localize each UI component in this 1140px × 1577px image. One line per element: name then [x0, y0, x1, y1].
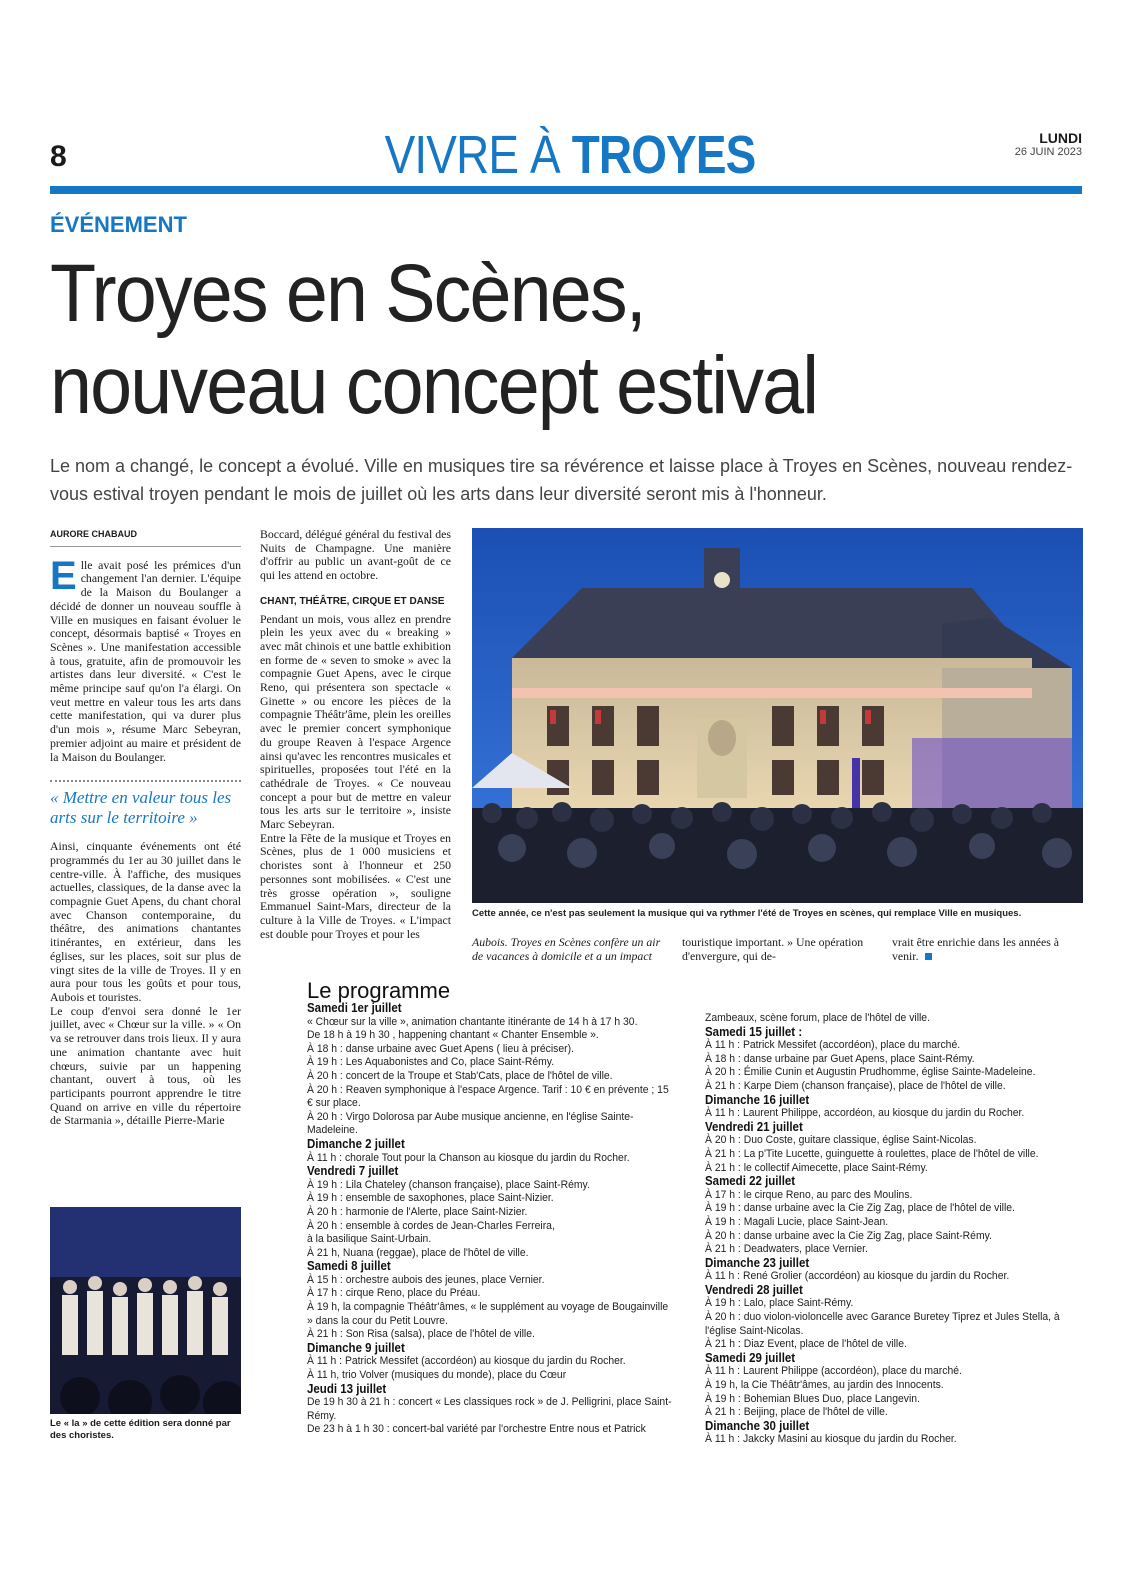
programme-entry: À 21 h : Son Risa (salsa), place de l'hôtel de ville. [307, 1328, 535, 1341]
paragraph-intro-text: lle avait posé les prémices d'un changement l'an dernier. L'équipe de la Maison du Boulanger a décidé de donner un nouveau souffle à Ville en musiques en faisant évoluer le concept, désormais baptisé « Troyes en Scènes ». Une manifestation accessible à tous, gratuite, afin de promouvoir les artistes dans leur diversité. « C'est le même principe sauf qu'on l'a élargi. On veut mettre en valeur tous les arts dans cette manifestation, qui va durer plus d'un mois », résume Marc Sebeyran, premier adjoint au maire et président de la Maison du Boulanger. [50, 557, 241, 764]
programme-title: Le programme [307, 978, 451, 1003]
programme-entry: À 20 h : danse urbaine avec la Cie Zig Zag, place Saint-Rémy. [705, 1229, 992, 1242]
article-headline [50, 248, 817, 432]
programme-entry: À 18 h : danse urbaine par Guet Apens, place Saint-Rémy. [705, 1052, 975, 1065]
programme-day: Samedi 15 juillet : [705, 1024, 803, 1039]
programme-entry: À 21 h : Deadwaters, place Vernier. [705, 1243, 868, 1256]
programme-entry: À 21 h, Nuana (reggae), place de l'hôtel de ville. [307, 1246, 529, 1259]
issue-date-text: 26 JUIN 2023 [1014, 146, 1082, 158]
issue-date [1015, 130, 1082, 158]
programme-entry: À 11 h : Laurent Philippe (accordéon), place du marché. [705, 1365, 962, 1378]
programme-entry: À 11 h : Jakcky Masini au kiosque du jardin du Rocher. [705, 1433, 957, 1446]
programme-day: Dimanche 23 juillet [705, 1255, 810, 1270]
header-rule [50, 186, 1082, 194]
city-hall-photo [472, 528, 1083, 903]
programme-entry: À 19 h : Lila Chateley (chanson française), place Saint-Rémy. [307, 1178, 590, 1191]
main-photo-caption: Cette année, ce n'est pas seulement la musique qui va rythmer l'été de Troyes en scènes, qui remplace Ville en musiques. [472, 908, 1022, 919]
programme-entry: À 11 h : Patrick Messifet (accordéon), place du marché. [705, 1039, 961, 1052]
pullquote: « Mettre en valeur tous les arts sur le territoire » [50, 788, 232, 828]
headline-line-2: nouveau concept estival [50, 340, 818, 431]
programme-entry: À 11 h, trio Volver (musiques du monde), place du Cœur [307, 1369, 567, 1382]
programme-entry: À 20 h : Émilie Cunin et Augustin Prudhomme, église Sainte-Madeleine. [705, 1066, 1036, 1079]
programme-entry: À 20 h : ensemble à cordes de Jean-Charles Ferreira, [307, 1219, 555, 1232]
programme-entry: À 19 h : Bohemian Blues Duo, place Langevin. [705, 1392, 920, 1405]
paragraph-program: Ainsi, cinquante événements ont été programmés du 1er au 30 juillet dans le centre-ville. À l'affiche, des musiques actuelles, classiques, de la danse avec la compagnie Guet Apens, du chant choral avec Chanson contemporaine, du théâtre, des animations chantantes itinérantes, en extérieur, dans les églises, sur les places, soit sur plus de vingt sites de la ville de Troyes. Il y en aura pour tous les goûts et pour tous, Aubois et touristes. [50, 839, 241, 1004]
programme-entry: À 21 h : le collectif Aimecette, place Saint-Rémy. [705, 1161, 928, 1174]
programme-entry: À 20 h : concert de la Troupe et Stab'Cats, place de l'hôtel de ville. [307, 1069, 613, 1082]
article-subhead: CHANT, THÉÂTRE, CIRQUE ET DANSE [260, 595, 445, 607]
programme-entry: À 19 h : Les Aquabonistes and Co, place Saint-Rémy. [307, 1056, 555, 1069]
programme-day: Dimanche 16 juillet [705, 1092, 810, 1107]
programme-entry: De 19 h 30 à 21 h : concert « Les classiques rock » de J. Pelligrini, place Saint-Rémy. [307, 1396, 672, 1422]
article-column-1 [50, 528, 241, 1128]
programme-day: Samedi 8 juillet [307, 1259, 391, 1274]
programme-day: Vendredi 28 juillet [705, 1282, 803, 1297]
programme-entry: À 15 h : orchestre aubois des jeunes, place Vernier. [307, 1273, 545, 1286]
programme-entry: À 21 h : La p'Tite Lucette, guinguette à roulettes, place de l'hôtel de ville. [705, 1147, 1039, 1160]
column-continuation-2: touristique important. » Une opération d'envergure, qui de- [682, 935, 864, 963]
choir-photo-caption: Le « la » de cette édition sera donné par des choristes. [50, 1418, 231, 1441]
section-title-light: VIVRE À [384, 125, 560, 185]
programme-entry: À 19 h : Lalo, place Saint-Rémy. [705, 1297, 854, 1310]
programme-entry: À 21 h : Diaz Event, place de l'hôtel de ville. [705, 1338, 907, 1351]
programme-day: Vendredi 7 juillet [307, 1164, 399, 1179]
programme-day: Samedi 29 juillet [705, 1350, 796, 1365]
headline-line-1: Troyes en Scènes, [50, 248, 645, 339]
programme-day: Jeudi 13 juillet [307, 1381, 387, 1396]
column-continuation-1: Aubois. Troyes en Scènes confère un air de vacances à domicile et a un impact [472, 935, 661, 963]
programme-entry: À 19 h, la compagnie Théâtr'âmes, « le supplément au voyage de Bougainville » dans la cour du Petit Louvre. [307, 1301, 669, 1327]
programme-entry: À 11 h : chorale Tout pour la Chanson au kiosque du jardin du Rocher. [307, 1151, 630, 1164]
programme-entry: « Chœur sur la ville », animation chantante itinérante de 14 h à 17 h 30. [307, 1015, 638, 1028]
programme-entry: À 19 h : ensemble de saxophones, place Saint-Nizier. [307, 1192, 554, 1205]
programme-entry: À 19 h : Magali Lucie, place Saint-Jean. [705, 1215, 889, 1228]
programme-entry: À 21 h : Karpe Diem (chanson française), place de l'hôtel de ville. [705, 1079, 1006, 1092]
programme-column-1 [307, 1002, 675, 1437]
programme-day: Dimanche 30 juillet [705, 1418, 810, 1433]
column-continuation-3 [892, 936, 1083, 963]
article-lead: Le nom a changé, le concept a évolué. Ville en musiques tire sa révérence et laisse place à Troyes en Scènes, nouveau rendez-vous estival troyen pendant le mois de juillet où les arts dans leur diversité seront mis à l'honneur. [50, 456, 1073, 504]
choir-illustration [50, 1207, 241, 1414]
pullquote-divider [50, 780, 241, 782]
programme-day: Dimanche 9 juillet [307, 1340, 405, 1355]
programme-entry: À 20 h : Reaven symphonique à l'espace Argence. Tarif : 10 € en prévente ; 15 € sur place. [307, 1083, 669, 1110]
programme-entry: À 21 h : Beijing, place de l'hôtel de ville. [705, 1406, 888, 1419]
programme-entry: À 17 h : le cirque Reno, au parc des Moulins. [705, 1188, 913, 1201]
choir-photo [50, 1207, 241, 1414]
programme-entry: À 20 h : Virgo Dolorosa par Aube musique ancienne, en l'église Sainte-Madeleine. [307, 1110, 634, 1137]
programme-entry: Zambeaux, scène forum, place de l'hôtel de ville. [705, 1012, 930, 1024]
page-number: 8 [50, 140, 67, 173]
paragraph-intro [50, 553, 241, 765]
issue-day: LUNDI [1039, 130, 1082, 146]
programme-entry: À 17 h : cirque Reno, place du Préau. [307, 1287, 481, 1300]
paragraph-impact: Entre la Fête de la musique et Troyes en Scènes, plus de 1 000 musiciens et choristes sont à l'honneur et 250 personnes sont mobilisées. « C'est une très grosse opération », souligne Emmanuel Saint-Mars, directeur de la culture à la Ville de Troyes. « L'impact est double pour Troyes et pour les [260, 830, 451, 941]
paragraph-arts: Pendant un mois, vous allez en prendre plein les yeux avec du « breaking » avec mât chinois et une battle exhibition en forme de « seven to smoke » avec la compagnie Guet Apens, avec le cirque Reno, qui présentera son spectacle « Ginette » ou encore les pièces de la compagnie Théâtr'âme, plein les oreilles avec le premier concert symphonique du groupe Reaven à l'espace Argence ainsi qu'avec les rencontres musicales et spirituelles, proposées tout l'été en la cathédrale de Troyes. « Ce nouveau concept a pour but de mettre en valeur tous les arts sur le territoire », insiste Marc Sebeyran. [260, 611, 451, 832]
paragraph-kickoff: Le coup d'envoi sera donné le 1er juillet, avec « Chœur sur la ville. » « On va se retrouver dans trois lieux. Il y aura une animation chantante avec huit chœurs, suivie par un happening chantant, ouvert à tous, où les participants pourront apprendre le titre Quand on arrive en ville du répertoire de Starmania », détaille Pierre-Marie [50, 1003, 241, 1128]
programme-column-2 [705, 1012, 1084, 1447]
programme-entry: À 11 h : René Grolier (accordéon) au kiosque du jardin du Rocher. [705, 1270, 1010, 1283]
programme-entry: De 23 h à 1 h 30 : concert-bal variété par l'orchestre Entre nous et Patrick [307, 1423, 646, 1436]
section-title-bold: TROYES [571, 125, 756, 185]
city-hall-illustration [472, 528, 1083, 903]
programme-entry: À 20 h : harmonie de l'Alerte, place Saint-Nizier. [307, 1205, 528, 1218]
drop-cap: E [50, 553, 77, 598]
programme-entry: À 19 h : danse urbaine avec la Cie Zig Zag, place de l'hôtel de ville. [705, 1202, 1015, 1215]
byline: AURORE CHABAUD [50, 528, 241, 547]
programme-entry: à la basilique Saint-Urbain. [307, 1233, 432, 1246]
programme-entry: À 18 h : danse urbaine avec Guet Apens ( lieu à préciser). [307, 1042, 574, 1055]
programme-day: Samedi 22 juillet [705, 1174, 796, 1189]
programme-day: Dimanche 2 juillet [307, 1136, 405, 1151]
programme-entry: À 20 h : duo violon-violoncelle avec Garance Buretey Tiprez et Jules Stella, à l'église Saint-Nicolas. [705, 1311, 1060, 1337]
article-kicker: ÉVÉNEMENT [50, 212, 187, 237]
programme-entry: De 18 h à 19 h 30 , happening chantant « Chanter Ensemble ». [307, 1029, 599, 1042]
programme-entry: À 11 h : Laurent Philippe, accordéon, au kiosque du jardin du Rocher. [705, 1107, 1025, 1120]
programme-entry: À 19 h, la Cie Théâtr'âmes, au jardin des Innocents. [705, 1379, 944, 1392]
paragraph-boccard: Boccard, délégué général du festival des Nuits de Champagne. Une manière d'offrir au public un avant-goût de ce qui les attend en octobre. [260, 527, 451, 583]
article-column-2 [260, 528, 451, 941]
section-title [86, 124, 1055, 186]
programme-entry: À 20 h : Duo Coste, guitare classique, église Saint-Nicolas. [705, 1134, 977, 1147]
programme-day: Samedi 1er juillet [307, 1001, 402, 1015]
programme-day: Vendredi 21 juillet [705, 1119, 803, 1134]
programme-entry: À 11 h : Patrick Messifet (accordéon) au kiosque du jardin du Rocher. [307, 1355, 626, 1368]
column-continuation-3-text: vrait être enrichie dans les années à venir. [892, 935, 1060, 963]
end-mark-icon [925, 953, 932, 960]
